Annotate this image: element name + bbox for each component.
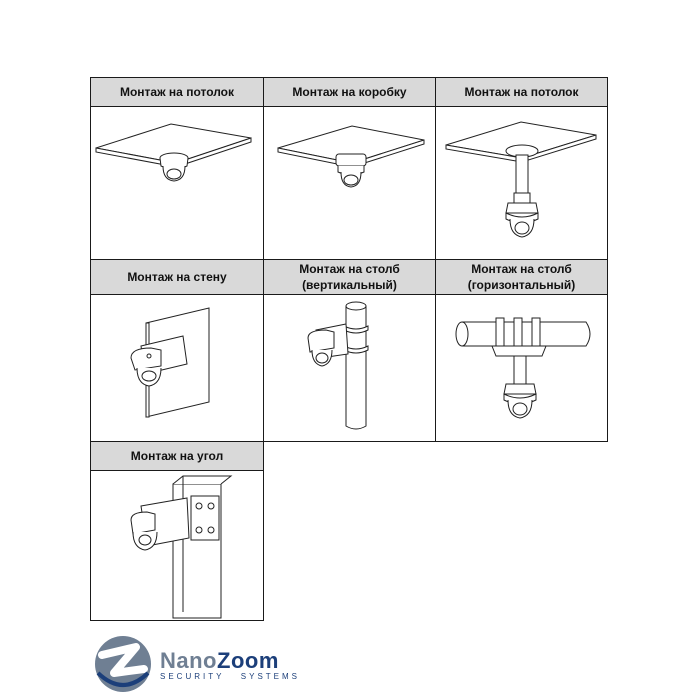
ceiling-pendant-illustration	[436, 107, 607, 259]
logo-name: NanoZoom	[160, 648, 279, 673]
logo-subtitle: SECURITY SYSTEMS	[160, 672, 300, 681]
mount-pole-vertical-header: Монтаж на столб (вертикальный)	[264, 260, 435, 295]
mount-pole-horizontal-header: Монтаж на столб (горизонтальный)	[436, 260, 607, 295]
logo-text	[160, 648, 300, 681]
pole-vertical-illustration	[264, 296, 435, 442]
box-mount-illustration	[264, 108, 435, 258]
ceiling-mount-illustration	[91, 108, 263, 258]
pole-horizontal-illustration	[436, 296, 607, 442]
mount-ceiling-cell	[90, 77, 264, 260]
mount-pole-vertical-cell	[263, 259, 436, 442]
mount-ceiling-header: Монтаж на потолок	[91, 78, 263, 107]
mount-wall-cell	[90, 259, 264, 442]
corner-mount-illustration	[91, 472, 263, 620]
mount-ceiling-pendant-cell	[435, 77, 608, 260]
mount-box-cell	[263, 77, 436, 260]
mount-box-header: Монтаж на коробку	[264, 78, 435, 107]
mount-ceiling-pendant-header: Монтаж на потолок	[436, 78, 607, 107]
mount-wall-header: Монтаж на стену	[91, 260, 263, 295]
mount-pole-horizontal-cell	[435, 259, 608, 442]
wall-mount-illustration	[91, 296, 263, 442]
mount-corner-header: Монтаж на угол	[91, 442, 263, 471]
mount-corner-cell	[90, 441, 264, 621]
